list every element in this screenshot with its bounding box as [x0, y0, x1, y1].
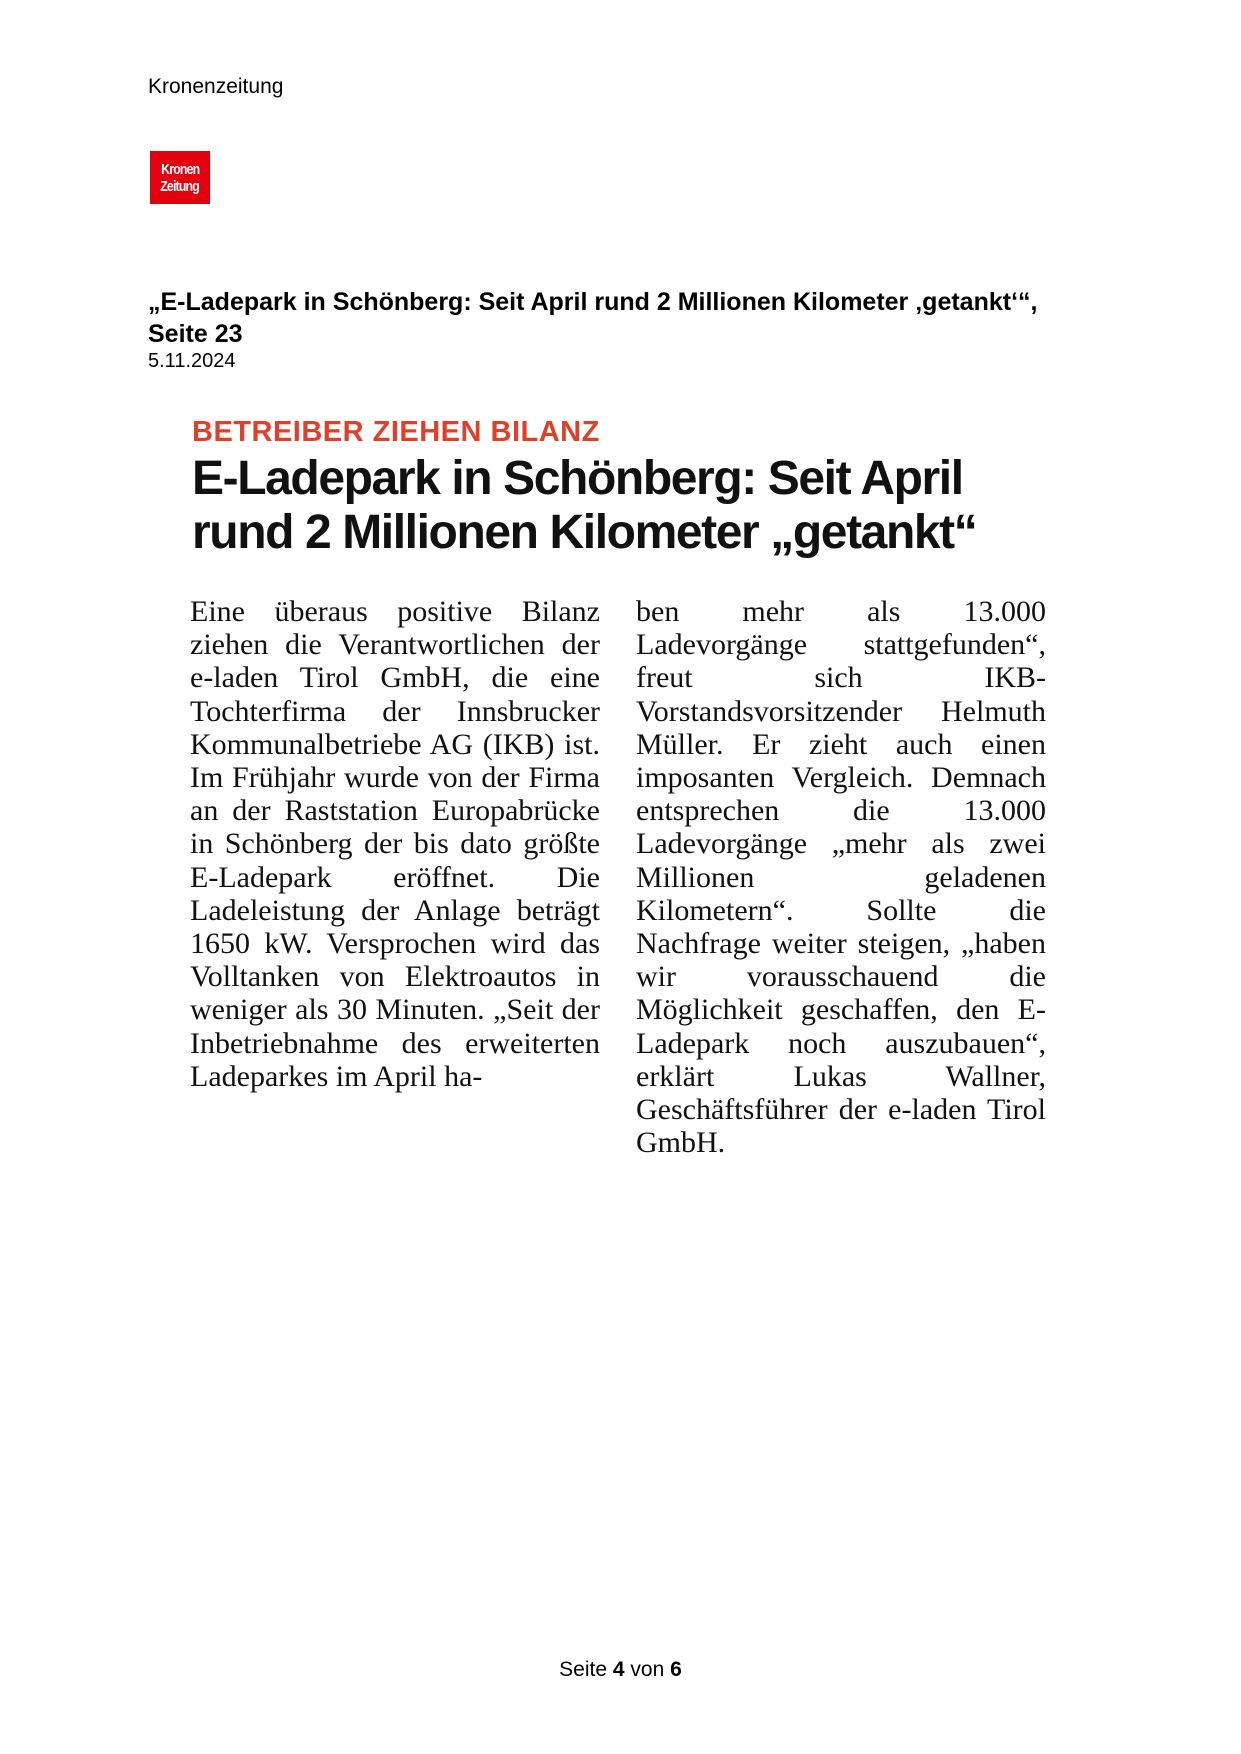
article-body	[190, 595, 1046, 1159]
article-kicker: BETREIBER ZIEHEN BILANZ	[192, 416, 600, 448]
document-title: „E-Ladepark in Schönberg: Seit April rund 2 Millionen Kilometer ‚getankt‘“, Seite 23	[148, 288, 1038, 348]
page-current: 4	[612, 1658, 625, 1681]
article-headline: E-Ladepark in Schönberg: Seit April rund 2 Millionen Kilometer „getankt“	[192, 452, 977, 559]
page-total: 6	[670, 1658, 682, 1681]
source-name: Kronenzeitung	[148, 75, 284, 98]
page-prefix: Seite	[559, 1658, 608, 1681]
article-column-1: Eine überaus positive Bilanz ziehen die Verantwortlichen der e-laden Tirol GmbH, die eine Tochterfirma der Innsbrucker Kommunalbetriebe AG (IKB) ist. Im Frühjahr wurde von der Firma an der Raststation Europabrücke in Schönberg der bis dato größte E-Ladepark eröffnet. Die Ladeleistung der Anlage beträgt 1650 kW. Versprochen wird das Volltanken von Elektroautos in weniger als 30 Minuten. „Seit der Inbetriebnahme des erweiterten Ladeparkes im April ha-	[190, 595, 600, 1093]
newspaper-clipping	[190, 414, 1050, 1174]
page-separator: von	[630, 1658, 665, 1681]
logo-line-2: Zeitung	[160, 177, 200, 195]
kronen-zeitung-logo	[150, 151, 210, 204]
article-column-2: ben mehr als 13.000 Ladevorgänge stattgefunden“, freut sich IKB-Vorstandsvorsitzender Helmuth Müller. Er zieht auch einen imposanten Vergleich. Demnach entsprechen die 13.000 Ladevorgänge „mehr als zwei Millionen geladenen Kilometern“. Sollte die Nachfrage weiter steigen, „haben wir vorausschauend die Möglichkeit geschaffen, den E-Ladepark noch auszubauen“, erklärt Lukas Wallner, Geschäftsführer der e-laden Tirol GmbH.	[636, 595, 1046, 1160]
document-date: 5.11.2024	[148, 350, 236, 372]
logo-line-1: Kronen	[160, 160, 200, 178]
page-footer	[0, 1657, 1241, 1683]
